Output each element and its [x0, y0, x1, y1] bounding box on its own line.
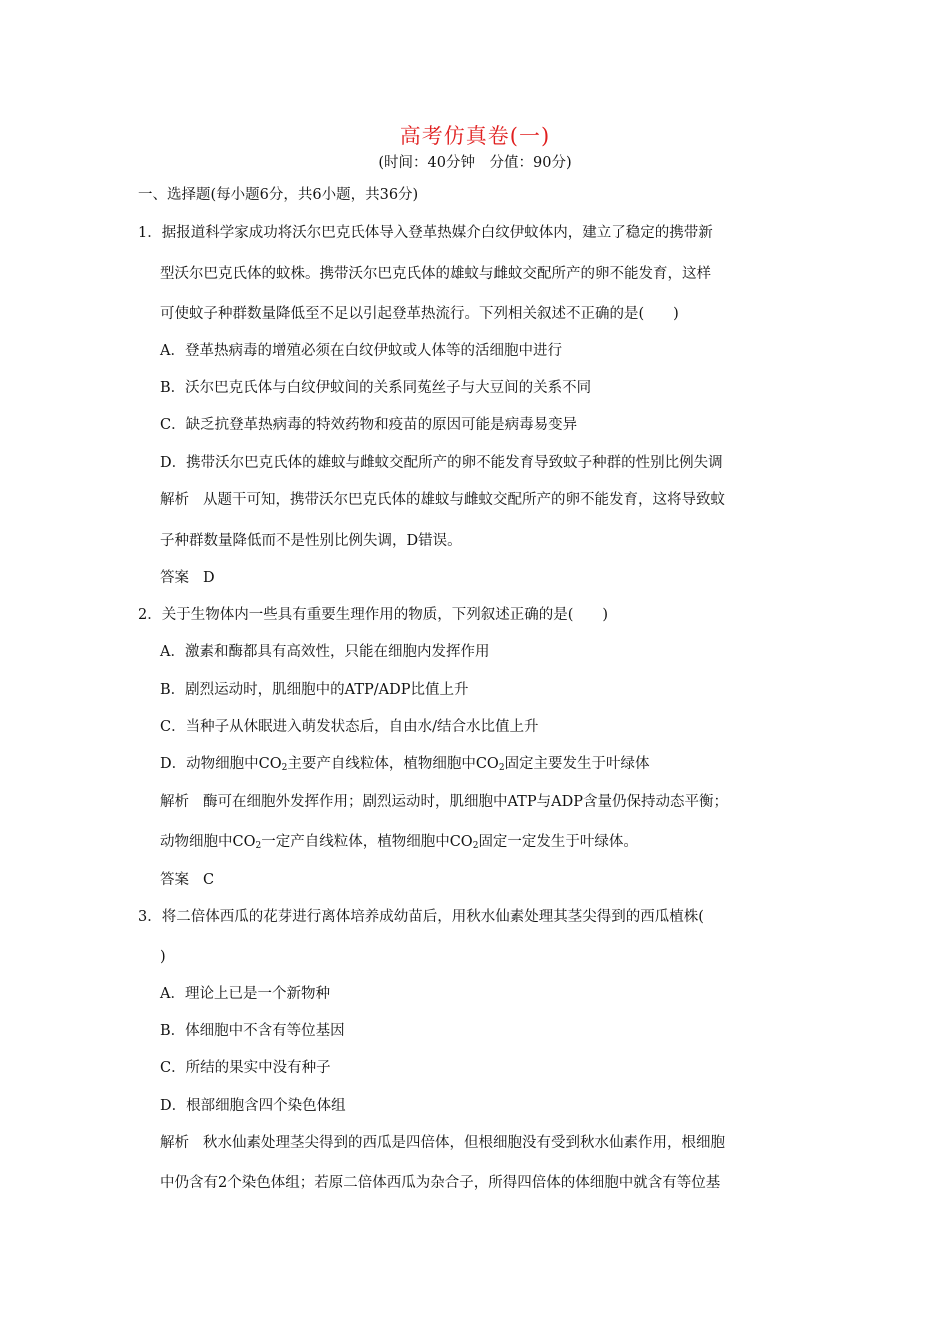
- q1-analysis-line-1: [160, 490, 725, 510]
- q2-option-d-text-2: 主要产自线粒体，植物细胞中CO: [287, 756, 499, 772]
- q3-option-d: D．根部细胞含四个染色体组: [160, 1098, 346, 1114]
- analysis-text: 秋水仙素处理茎尖得到的西瓜是四倍体，但根细胞没有受到秋水仙素作用，根细胞: [203, 1135, 725, 1151]
- analysis-text: 酶可在细胞外发挥作用；剧烈运动时，肌细胞中ATP与ADP含量仍保持动态平衡；: [203, 794, 728, 810]
- q2-analysis-text-2: 一定产自线粒体，植物细胞中CO: [261, 834, 473, 850]
- q3-analysis-line-2: 中仍含有2个染色体组；若原二倍体西瓜为杂合子，所得四倍体的体细胞中就含有等位基: [160, 1175, 721, 1191]
- q2-option-c: C．当种子从休眠进入萌发状态后，自由水/结合水比值上升: [160, 719, 539, 735]
- subscript: 2: [281, 763, 288, 773]
- q2-analysis-line-1: [160, 792, 728, 812]
- q2-stem-line-1: 2．关于生物体内一些具有重要生理作用的物质，下列叙述正确的是( ): [138, 607, 609, 623]
- q1-stem-line-1: 1．据报道科学家成功将沃尔巴克氏体导入登革热媒介白纹伊蚊体内，建立了稳定的携带新: [138, 225, 713, 241]
- answer-value: D: [203, 570, 215, 586]
- q1-analysis-line-2: 子种群数量降低而不是性别比例失调，D错误。: [160, 533, 462, 549]
- q2-analysis-line-2: [160, 832, 638, 856]
- subscript: 2: [472, 841, 479, 851]
- q3-stem-line-2: ): [160, 949, 166, 965]
- section-heading: 一、选择题(每小题6分，共6小题，共36分): [138, 187, 419, 203]
- q1-option-a: A．登革热病毒的增殖必须在白纹伊蚊或人体等的活细胞中进行: [160, 343, 562, 359]
- q2-option-d-text-1: D．动物细胞中CO: [160, 756, 282, 772]
- page-subtitle: (时间：40分钟 分值：90分): [378, 155, 572, 171]
- q1-stem-line-2: 型沃尔巴克氏体的蚊株。携带沃尔巴克氏体的雄蚊与雌蚊交配所产的卵不能发育，这样: [160, 266, 711, 282]
- q1-answer: [160, 568, 215, 588]
- q3-analysis-line-1: [160, 1133, 725, 1153]
- analysis-label: 解析: [160, 1135, 189, 1151]
- page-title: 高考仿真卷(一): [399, 124, 551, 148]
- answer-value: C: [203, 872, 215, 888]
- q3-option-c: C．所结的果实中没有种子: [160, 1060, 331, 1076]
- q1-stem-line-3: 可使蚊子种群数量降低至不足以引起登革热流行。下列相关叙述不正确的是( ): [160, 306, 679, 322]
- q3-stem-line-1: 3．将二倍体西瓜的花芽进行离体培养成幼苗后，用秋水仙素处理其茎尖得到的西瓜植株(: [138, 909, 704, 925]
- q2-answer: [160, 870, 214, 890]
- q3-option-a: A．理论上已是一个新物种: [160, 986, 330, 1002]
- analysis-label: 解析: [160, 794, 189, 810]
- analysis-text: 从题干可知，携带沃尔巴克氏体的雄蚊与雌蚊交配所产的卵不能发育，这将导致蚊: [203, 492, 725, 508]
- q3-option-b: B．体细胞中不含有等位基因: [160, 1023, 345, 1039]
- analysis-label: 解析: [160, 492, 189, 508]
- q2-option-d-text-3: 固定主要发生于叶绿体: [504, 756, 650, 772]
- q1-option-b: B．沃尔巴克氏体与白纹伊蚊间的关系同菟丝子与大豆间的关系不同: [160, 380, 592, 396]
- answer-label: 答案: [160, 570, 189, 586]
- q1-option-d: D．携带沃尔巴克氏体的雄蚊与雌蚊交配所产的卵不能发育导致蚊子种群的性别比例失调: [160, 455, 723, 471]
- q2-analysis-text-3: 固定一定发生于叶绿体。: [478, 834, 638, 850]
- q2-option-a: A．激素和酶都具有高效性，只能在细胞内发挥作用: [160, 644, 490, 660]
- subscript: 2: [498, 763, 505, 773]
- answer-label: 答案: [160, 872, 189, 888]
- q2-option-b: B．剧烈运动时，肌细胞中的ATP/ADP比值上升: [160, 682, 469, 698]
- q2-analysis-text-1: 动物细胞中CO: [160, 834, 256, 850]
- q2-option-d: [160, 754, 650, 778]
- subscript: 2: [255, 841, 262, 851]
- q1-option-c: C．缺乏抗登革热病毒的特效药物和疫苗的原因可能是病毒易变异: [160, 417, 578, 433]
